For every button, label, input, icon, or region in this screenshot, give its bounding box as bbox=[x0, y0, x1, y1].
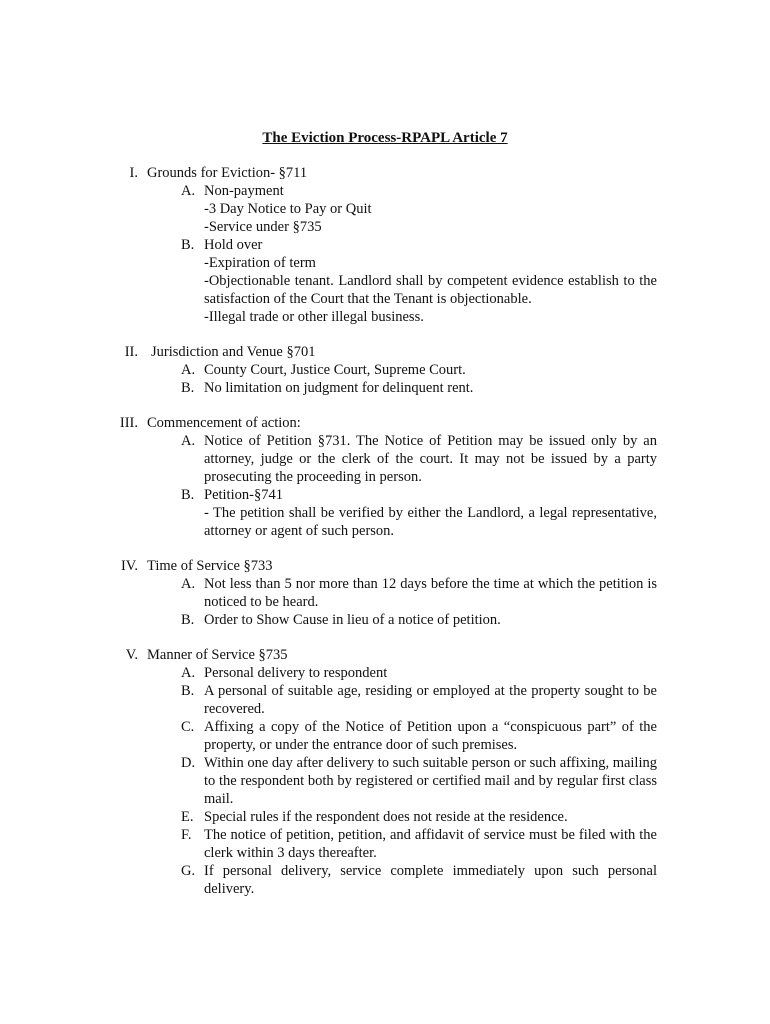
item-text: Not less than 5 nor more than 12 days before the time at which the petition is noticed to be heard. bbox=[204, 576, 657, 610]
item-text: Special rules if the respondent does not reside at the residence. bbox=[204, 809, 568, 825]
list-item bbox=[0, 611, 657, 629]
item-letter: B. bbox=[181, 237, 195, 253]
item-text: Notice of Petition §731. The Notice of Petition may be issued only by an attorney, judge or the clerk of the court. It may not be issued by a party prosecuting the proceeding in person. bbox=[204, 433, 657, 485]
item-letter: C. bbox=[181, 719, 195, 735]
item-letter: B. bbox=[181, 612, 195, 628]
sub-item: -Service under §735 bbox=[204, 219, 322, 235]
item-letter: G. bbox=[181, 863, 196, 879]
section-commencement-of-action bbox=[0, 414, 770, 540]
section-heading bbox=[0, 414, 770, 432]
list-item bbox=[0, 682, 657, 718]
list-item bbox=[0, 718, 657, 754]
item-text: If personal delivery, service complete immediately upon such personal delivery. bbox=[204, 863, 657, 897]
item-letter: A. bbox=[181, 433, 196, 449]
section-numeral: III. bbox=[119, 415, 138, 431]
section-title: Grounds for Eviction- §711 bbox=[147, 165, 308, 181]
section-heading bbox=[0, 557, 770, 575]
list-item bbox=[0, 486, 657, 504]
item-text: No limitation on judgment for delinquent rent. bbox=[204, 380, 474, 396]
item-letter: B. bbox=[181, 380, 195, 396]
item-letter: A. bbox=[181, 576, 196, 592]
section-numeral: V. bbox=[125, 647, 138, 663]
list-item bbox=[0, 862, 657, 898]
document-title: The Eviction Process-RPAPL Article 7 bbox=[262, 130, 508, 146]
item-text: Affixing a copy of the Notice of Petition upon a “conspicuous part” of the property, or under the entrance door of such premises. bbox=[204, 719, 657, 753]
item-letter: A. bbox=[181, 665, 196, 681]
item-letter: B. bbox=[181, 683, 195, 699]
list-item bbox=[0, 432, 657, 486]
list-item bbox=[0, 182, 657, 200]
sub-item: -Illegal trade or other illegal business. bbox=[204, 309, 424, 325]
list-item bbox=[0, 808, 657, 826]
section-heading bbox=[0, 646, 770, 664]
item-text: Order to Show Cause in lieu of a notice of petition. bbox=[204, 612, 501, 628]
list-item bbox=[0, 575, 657, 611]
section-numeral: IV. bbox=[120, 558, 138, 574]
section-title: Commencement of action: bbox=[147, 415, 301, 431]
section-heading bbox=[0, 343, 770, 361]
item-letter: E. bbox=[181, 809, 194, 825]
item-letter: B. bbox=[181, 487, 195, 503]
item-letter: A. bbox=[181, 362, 196, 378]
item-letter: D. bbox=[181, 755, 196, 771]
item-letter: A. bbox=[181, 183, 196, 199]
sub-item: - The petition shall be verified by either the Landlord, a legal representative, attorney or agent of such person. bbox=[204, 505, 657, 539]
item-letter: F. bbox=[181, 827, 192, 843]
section-heading bbox=[0, 164, 770, 182]
list-item bbox=[0, 361, 657, 379]
item-text: Petition-§741 bbox=[204, 487, 283, 503]
outline bbox=[0, 164, 770, 915]
section-jurisdiction-and-venue bbox=[0, 343, 770, 397]
list-item bbox=[0, 236, 657, 254]
sub-item: -Expiration of term bbox=[204, 255, 316, 271]
section-time-of-service bbox=[0, 557, 770, 629]
list-item bbox=[0, 379, 657, 397]
section-manner-of-service bbox=[0, 646, 770, 898]
sub-item: -3 Day Notice to Pay or Quit bbox=[204, 201, 372, 217]
list-item bbox=[0, 664, 657, 682]
item-text: Hold over bbox=[204, 237, 263, 253]
section-title: Time of Service §733 bbox=[147, 558, 273, 574]
item-text: Personal delivery to respondent bbox=[204, 665, 388, 681]
item-text: County Court, Justice Court, Supreme Court. bbox=[204, 362, 466, 378]
item-text: Non-payment bbox=[204, 183, 284, 199]
list-item bbox=[0, 754, 657, 808]
section-numeral: II. bbox=[124, 344, 138, 360]
item-text: A personal of suitable age, residing or employed at the property sought to be recovered. bbox=[204, 683, 657, 717]
item-text: Within one day after delivery to such suitable person or such affixing, mailing to the respondent both by registered or certified mail and by regular first class mail. bbox=[204, 755, 657, 807]
section-title: Jurisdiction and Venue §701 bbox=[151, 344, 316, 360]
section-grounds-for-eviction bbox=[0, 164, 770, 326]
section-title: Manner of Service §735 bbox=[147, 647, 288, 663]
item-text: The notice of petition, petition, and affidavit of service must be filed with the clerk within 3 days thereafter. bbox=[204, 827, 657, 861]
sub-item: -Objectionable tenant. Landlord shall by competent evidence establish to the satisfaction of the Court that the Tenant is objectionable. bbox=[204, 273, 657, 307]
list-item bbox=[0, 826, 657, 862]
section-numeral: I. bbox=[129, 165, 138, 181]
